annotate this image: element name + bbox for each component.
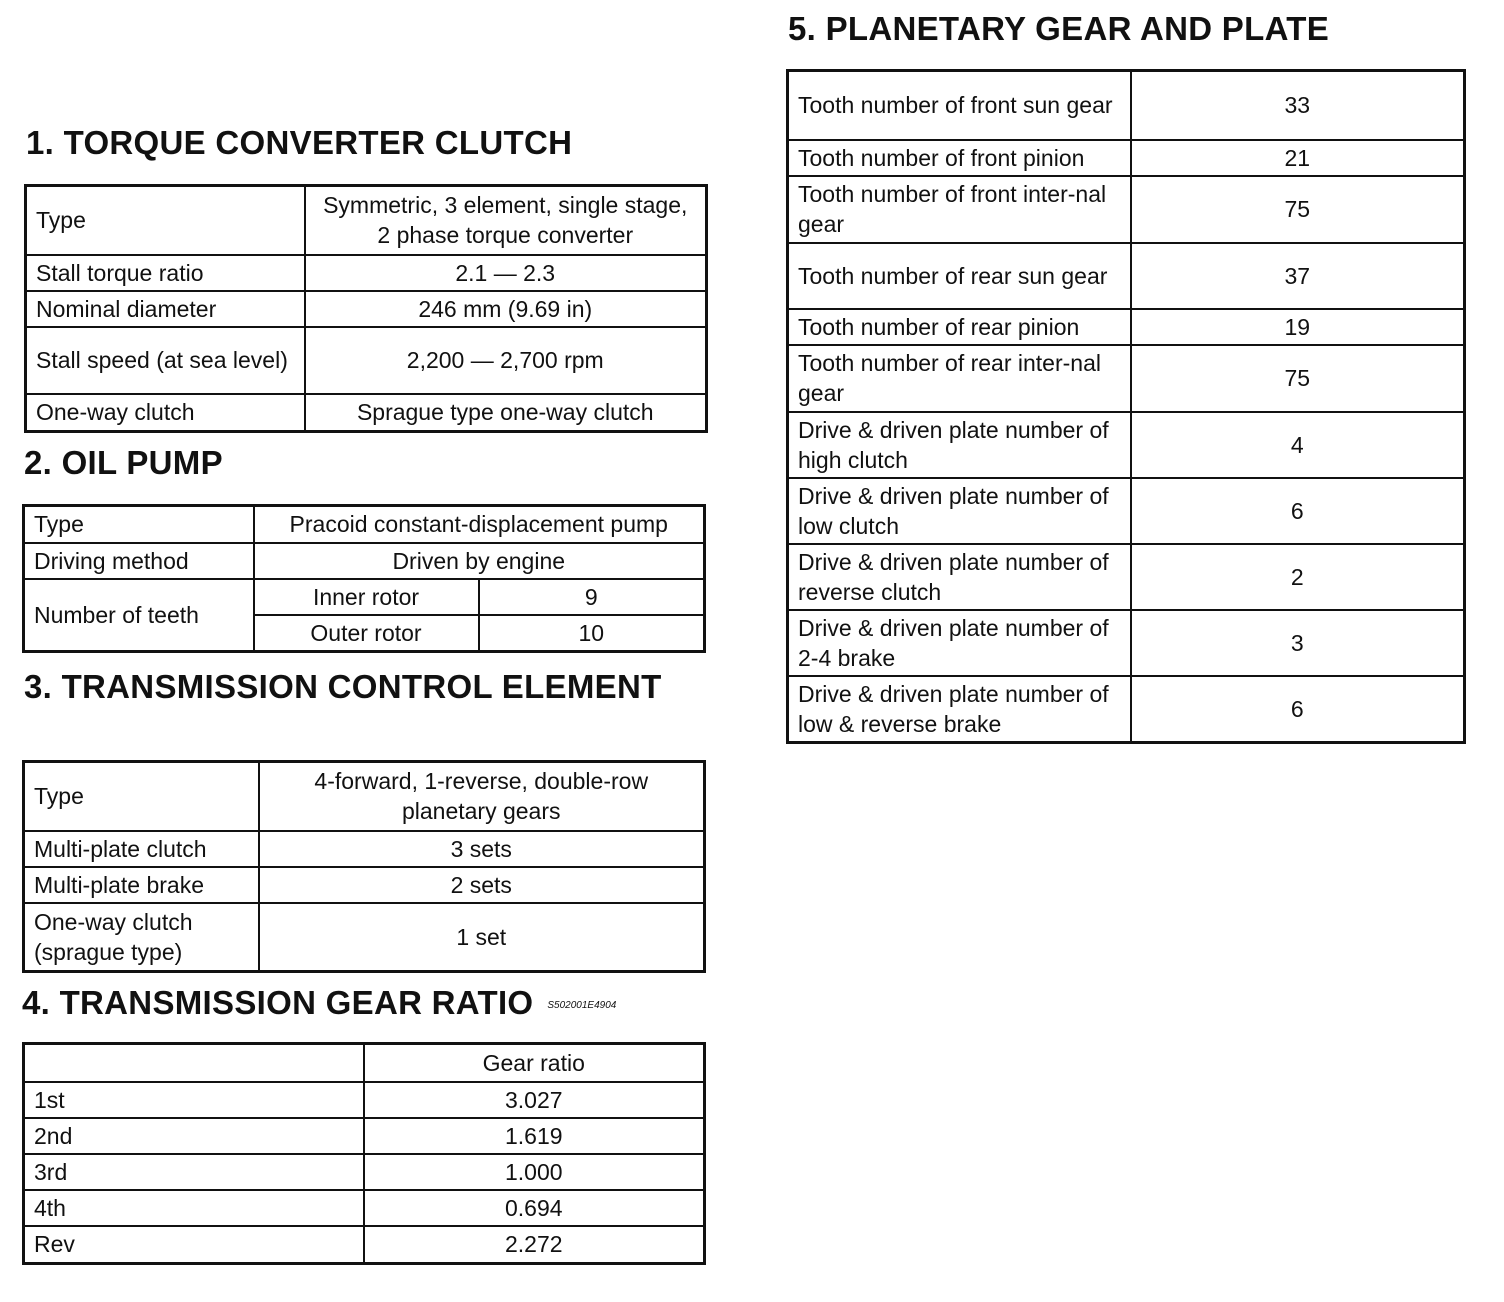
row-label: Tooth number of rear pinion <box>788 309 1131 345</box>
row-value: Driven by engine <box>254 543 705 579</box>
row-label: One-way clutch <box>26 394 305 432</box>
row-value: 0.694 <box>364 1190 705 1226</box>
table-row <box>24 903 705 972</box>
table-row <box>24 579 705 615</box>
gear-ratio-table <box>22 1042 706 1265</box>
row-label: Rev <box>24 1226 364 1264</box>
row-label: Number of teeth <box>24 579 254 652</box>
control-element-heading: 3. TRANSMISSION CONTROL ELEMENT <box>24 668 662 705</box>
row-value: 6 <box>1131 676 1465 743</box>
row-label: Stall speed (at sea level) <box>26 327 305 394</box>
table-row <box>24 543 705 579</box>
row-value: 2 <box>1131 544 1465 610</box>
torque-converter-heading: 1. TORQUE CONVERTER CLUTCH <box>26 124 573 161</box>
table-row <box>788 345 1465 412</box>
table-row <box>26 394 707 432</box>
table-row <box>788 71 1465 140</box>
sub-label: Inner rotor <box>254 579 479 615</box>
row-label: Stall torque ratio <box>26 255 305 291</box>
row-value: 19 <box>1131 309 1465 345</box>
row-value: 1.000 <box>364 1154 705 1190</box>
table-row <box>24 831 705 867</box>
row-label: One-way clutch (sprague type) <box>24 903 259 972</box>
row-label: Driving method <box>24 543 254 579</box>
torque-converter-table <box>24 184 708 433</box>
row-label: Tooth number of front pinion <box>788 140 1131 176</box>
row-value: 3.027 <box>364 1082 705 1118</box>
header-gear-ratio: Gear ratio <box>364 1044 705 1082</box>
row-label: Drive & driven plate number of low & reverse brake <box>788 676 1131 743</box>
row-label: Type <box>24 506 254 543</box>
row-value: 33 <box>1131 71 1465 140</box>
table-row <box>24 1226 705 1264</box>
table-row <box>26 291 707 327</box>
row-value: 6 <box>1131 478 1465 544</box>
row-value: 2.1 — 2.3 <box>305 255 707 291</box>
table-row <box>26 255 707 291</box>
table-row <box>24 1190 705 1226</box>
table-row <box>26 327 707 394</box>
row-label: 2nd <box>24 1118 364 1154</box>
row-label: 3rd <box>24 1154 364 1190</box>
row-value: 246 mm (9.69 in) <box>305 291 707 327</box>
table-row <box>24 1082 705 1118</box>
table-header-row <box>24 1044 705 1082</box>
row-value: 3 <box>1131 610 1465 676</box>
row-value: 2.272 <box>364 1226 705 1264</box>
row-label: Tooth number of rear sun gear <box>788 243 1131 309</box>
gear-ratio-title: 4. TRANSMISSION GEAR RATIO <box>22 984 534 1021</box>
row-label: Type <box>26 186 305 255</box>
row-label: Drive & driven plate number of low clutch <box>788 478 1131 544</box>
planetary-table <box>786 69 1466 744</box>
row-label: Nominal diameter <box>26 291 305 327</box>
row-value: 37 <box>1131 243 1465 309</box>
table-row <box>788 610 1465 676</box>
row-label: Tooth number of rear inter-nal gear <box>788 345 1131 412</box>
row-value: 2 sets <box>259 867 705 903</box>
row-label: Drive & driven plate number of high clutch <box>788 412 1131 478</box>
table-row <box>788 309 1465 345</box>
table-row <box>24 1118 705 1154</box>
table-row <box>788 478 1465 544</box>
row-value: 2,200 — 2,700 rpm <box>305 327 707 394</box>
row-label: Tooth number of front sun gear <box>788 71 1131 140</box>
table-row <box>788 140 1465 176</box>
table-row <box>24 867 705 903</box>
table-row <box>788 412 1465 478</box>
gear-ratio-heading <box>22 984 616 1022</box>
planetary-heading: 5. PLANETARY GEAR AND PLATE <box>788 10 1330 47</box>
row-label: Type <box>24 762 259 831</box>
row-label: 4th <box>24 1190 364 1226</box>
row-value: 1.619 <box>364 1118 705 1154</box>
row-value: 10 <box>479 615 705 652</box>
row-label: 1st <box>24 1082 364 1118</box>
row-value: 9 <box>479 579 705 615</box>
row-value: 1 set <box>259 903 705 972</box>
row-value: 75 <box>1131 176 1465 243</box>
sub-label: Outer rotor <box>254 615 479 652</box>
row-value: 3 sets <box>259 831 705 867</box>
row-value: 75 <box>1131 345 1465 412</box>
header-blank <box>24 1044 364 1082</box>
oil-pump-table <box>22 504 706 653</box>
row-value: 21 <box>1131 140 1465 176</box>
row-value: Symmetric, 3 element, single stage, 2 phase torque converter <box>305 186 707 255</box>
row-value: Pracoid constant-displacement pump <box>254 506 705 543</box>
row-value: Sprague type one-way clutch <box>305 394 707 432</box>
oil-pump-heading: 2. OIL PUMP <box>24 444 223 481</box>
row-value: 4 <box>1131 412 1465 478</box>
row-label: Drive & driven plate number of 2-4 brake <box>788 610 1131 676</box>
table-row <box>788 676 1465 743</box>
row-label: Multi-plate clutch <box>24 831 259 867</box>
row-value: 4-forward, 1-reverse, double-row planetary gears <box>259 762 705 831</box>
table-row <box>24 506 705 543</box>
table-row <box>26 186 707 255</box>
table-row <box>788 176 1465 243</box>
table-row <box>24 762 705 831</box>
table-row <box>24 1154 705 1190</box>
row-label: Drive & driven plate number of reverse clutch <box>788 544 1131 610</box>
row-label: Multi-plate brake <box>24 867 259 903</box>
row-label: Tooth number of front inter-nal gear <box>788 176 1131 243</box>
figure-code: S502001E4904 <box>547 999 617 1011</box>
table-row <box>788 544 1465 610</box>
control-element-table <box>22 760 706 973</box>
table-row <box>788 243 1465 309</box>
